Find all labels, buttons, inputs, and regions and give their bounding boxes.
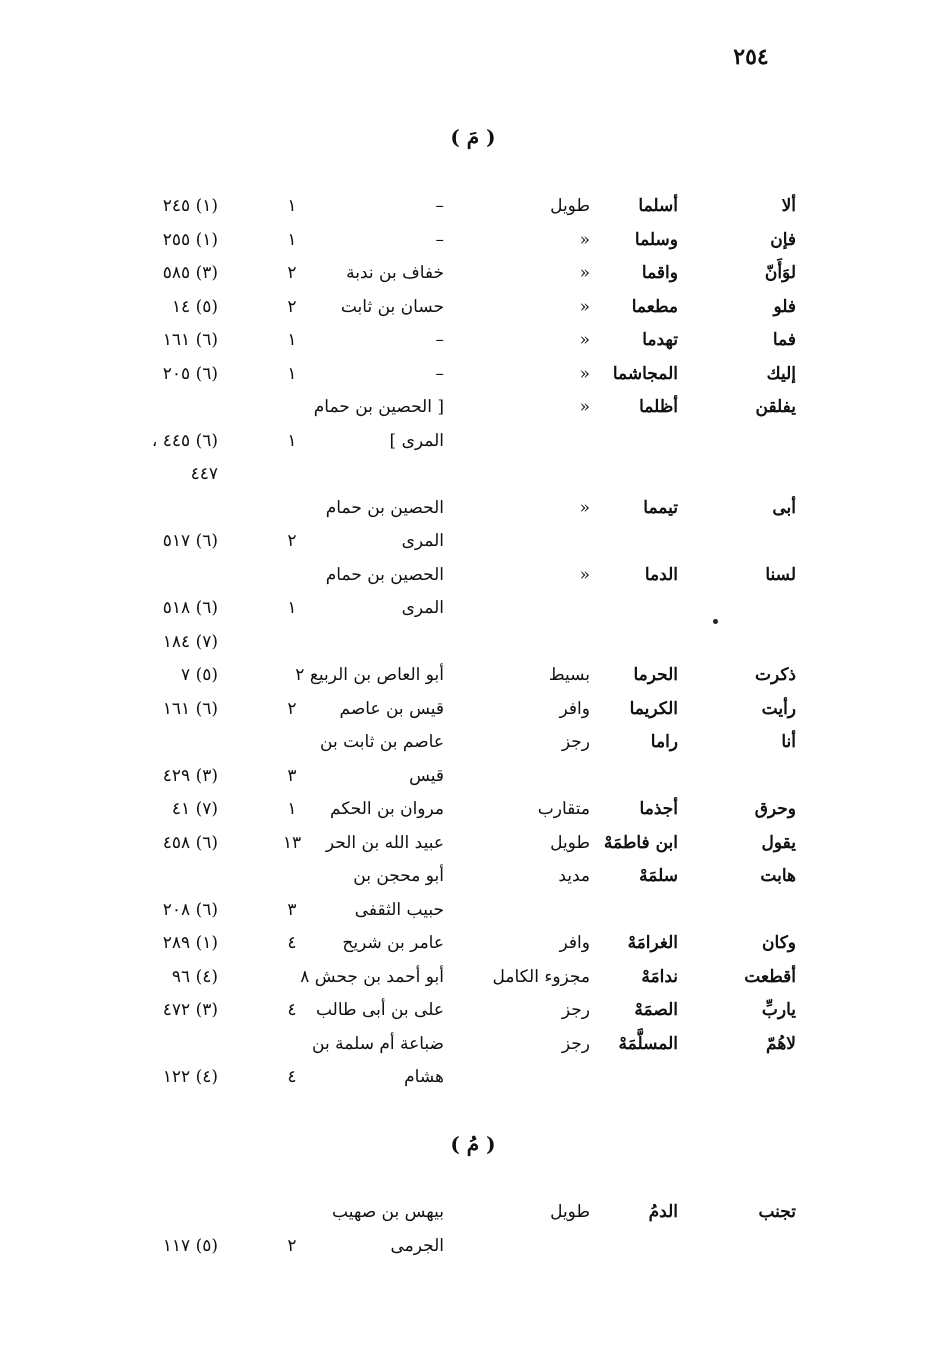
first-word-cell: يفلقن <box>755 397 796 417</box>
first-word-cell: هابت <box>760 866 796 886</box>
first-word-cell: لوَأَنّ <box>764 263 796 283</box>
verse-count-cell: ٢ <box>287 263 297 283</box>
verse-count-cell: ١ <box>287 229 297 250</box>
first-word-cell: فما <box>772 330 796 350</box>
rhyme-word-cell: تيمما <box>643 497 678 518</box>
meter-cell: « <box>579 263 590 283</box>
poet-cell: قيس بن عاصم <box>339 698 444 719</box>
first-word-cell: إليك <box>766 363 796 384</box>
poet-cell: المرى <box>401 598 444 618</box>
poet-cell: – <box>435 363 444 384</box>
table-row <box>0 592 946 626</box>
table-row <box>0 559 946 593</box>
rhyme-word-cell: سلمَهْ <box>639 866 678 886</box>
table-row <box>0 358 946 392</box>
table-row <box>0 525 946 559</box>
verse-count-cell: ٣ <box>287 765 297 786</box>
rhyme-word-cell: ابن فاطمَهْ <box>603 832 678 853</box>
first-word-cell: أقطعت <box>744 966 796 987</box>
reference-cell: (٥) ٧ <box>181 665 218 685</box>
meter-cell: طويل <box>550 832 590 853</box>
poet-cell: ضباعة أم سلمة بن <box>312 1033 444 1054</box>
section-header-fatha: ( مَ ) <box>450 125 496 149</box>
reference-cell: (١) ٢٤٥ <box>162 196 218 216</box>
meter-cell: رجز <box>561 1033 590 1054</box>
table-row <box>0 860 946 894</box>
first-word-cell: يقول <box>761 832 796 853</box>
verse-count-cell: ٢ <box>287 296 297 317</box>
verse-index-table <box>0 1196 946 1263</box>
poet-cell: أبو محجن بن <box>353 866 444 886</box>
meter-cell: « <box>579 296 590 317</box>
reference-cell: (٦) ٥١٧ <box>162 531 218 551</box>
meter-cell: « <box>579 229 590 250</box>
rhyme-word-cell: أظلما <box>639 397 678 417</box>
verse-count-cell: ٤ <box>287 1000 297 1020</box>
rhyme-word-cell: المسلَّمَهْ <box>618 1033 678 1054</box>
rhyme-word-cell: الدما <box>644 564 678 585</box>
first-word-cell: فإن <box>770 229 796 250</box>
reference-cell: (١) ٢٥٥ <box>162 229 218 250</box>
reference-cell: (٥) ١٤ <box>171 296 218 317</box>
table-row <box>0 793 946 827</box>
page-number: ٢٥٤ <box>733 44 769 70</box>
meter-cell: « <box>579 397 590 417</box>
poet-cell: حسان بن ثابت <box>340 296 444 317</box>
reference-cell: (٤) ١٢٢ <box>162 1067 218 1087</box>
poet-cell: أبو أحمد بن جحش ٨ <box>300 966 444 987</box>
poet-cell: على بن أبى طالب <box>315 1000 444 1020</box>
reference-cell: (٧) ١٨٤ <box>162 631 218 652</box>
reference-cell: (٣) ٥٨٥ <box>162 263 218 283</box>
reference-cell: (٦) ٥١٨ <box>162 598 218 618</box>
rhyme-word-cell: تهدما <box>642 330 678 350</box>
table-row <box>0 492 946 526</box>
rhyme-word-cell: الحرما <box>633 665 678 685</box>
verse-count-cell: ١ <box>287 363 297 384</box>
table-row <box>0 961 946 995</box>
rhyme-word-cell: الدمُ <box>648 1202 678 1222</box>
poet-cell: أبو العاص بن الربيع ٢ <box>295 665 444 685</box>
poet-cell: المرى ] <box>389 430 444 451</box>
first-word-cell: ألا <box>781 196 796 216</box>
rhyme-word-cell: المجاشما <box>612 363 678 384</box>
poet-cell: عامر بن شريح <box>342 933 444 953</box>
verse-count-cell: ١ <box>287 196 297 216</box>
poet-cell: – <box>435 330 444 350</box>
reference-cell: (٦) ٢٠٨ <box>162 899 218 920</box>
table-row <box>0 659 946 693</box>
rhyme-word-cell: ندامَهْ <box>641 966 678 987</box>
table-row <box>0 224 946 258</box>
verse-count-cell: ١ <box>287 799 297 819</box>
first-word-cell: فلو <box>773 296 796 317</box>
table-row <box>0 693 946 727</box>
poet-cell: حبيب الثقفى <box>354 899 444 920</box>
meter-cell: مديد <box>558 866 590 886</box>
meter-cell: « <box>579 330 590 350</box>
reference-cell: (٣) ٤٢٩ <box>162 765 218 786</box>
table-row <box>0 391 946 425</box>
meter-cell: طويل <box>550 196 590 216</box>
reference-cell: (٧) ٤١ <box>171 799 218 819</box>
table-row <box>0 190 946 224</box>
meter-cell: وافر <box>559 933 590 953</box>
first-word-cell: وكان <box>762 933 796 953</box>
verse-count-cell: ٢ <box>287 1235 297 1256</box>
section-header-damma: ( مُ ) <box>450 1132 496 1156</box>
meter-cell: طويل <box>550 1202 590 1222</box>
poet-cell: الجرمى <box>390 1235 444 1256</box>
poet-cell: خفاف بن ندبة <box>346 263 444 283</box>
reference-cell: ٤٤٧ <box>190 464 218 484</box>
poet-cell: عبيد الله بن الحر <box>325 832 444 853</box>
table-row <box>0 927 946 961</box>
table-row <box>0 1061 946 1095</box>
stray-dot <box>713 619 718 624</box>
table-row <box>0 626 946 660</box>
rhyme-word-cell: واقما <box>641 263 678 283</box>
first-word-cell: وحرق <box>754 799 796 819</box>
poet-cell: [ الحصين بن حمام <box>313 397 444 417</box>
first-word-cell: رأيت <box>761 698 796 719</box>
verse-count-cell: ٤ <box>287 933 297 953</box>
poet-cell: مروان بن الحكم <box>330 799 444 819</box>
first-word-cell: أنا <box>781 732 796 752</box>
first-word-cell: لاهُمّ <box>766 1033 796 1054</box>
table-row <box>0 1230 946 1264</box>
first-word-cell: أبى <box>772 497 796 518</box>
rhyme-word-cell: أجذما <box>639 799 678 819</box>
reference-cell: (٦) ١٦١ <box>162 698 218 719</box>
table-row <box>0 257 946 291</box>
poet-cell: الحصين بن حمام <box>325 564 444 585</box>
verse-index-table <box>0 190 946 1095</box>
first-word-cell: ذكرت <box>754 665 796 685</box>
reference-cell: (٦) ٢٠٥ <box>162 363 218 384</box>
meter-cell: وافر <box>559 698 590 719</box>
meter-cell: « <box>579 564 590 585</box>
meter-cell: رجز <box>561 732 590 752</box>
table-row <box>0 1196 946 1230</box>
meter-cell: مجزوء الكامل <box>492 966 590 987</box>
table-row <box>0 425 946 459</box>
verse-count-cell: ١ <box>287 430 297 451</box>
reference-cell: (٣) ٤٧٢ <box>162 1000 218 1020</box>
reference-cell: (٦) ١٦١ <box>162 330 218 350</box>
verse-count-cell: ٣ <box>287 899 297 920</box>
first-word-cell: لسنا <box>765 564 796 585</box>
table-row <box>0 827 946 861</box>
verse-count-cell: ١٣ <box>282 832 302 853</box>
reference-cell: (٦) ٤٥٨ <box>162 832 218 853</box>
rhyme-word-cell: الصمَهْ <box>634 1000 678 1020</box>
poet-cell: الحصين بن حمام <box>325 497 444 518</box>
table-row <box>0 760 946 794</box>
verse-count-cell: ٢ <box>287 698 297 719</box>
reference-cell: (٦) ٤٤٥ ، <box>151 430 218 451</box>
first-word-cell: ياربِّ <box>761 1000 796 1020</box>
first-word-cell: تجنب <box>758 1202 796 1222</box>
meter-cell: « <box>579 363 590 384</box>
table-row <box>0 324 946 358</box>
rhyme-word-cell: أسلما <box>638 196 678 216</box>
table-row <box>0 1028 946 1062</box>
rhyme-word-cell: راما <box>650 732 678 752</box>
table-row <box>0 994 946 1028</box>
table-row <box>0 894 946 928</box>
rhyme-word-cell: مطعما <box>631 296 678 317</box>
poet-cell: قيس <box>409 765 444 786</box>
poet-cell: – <box>435 196 444 216</box>
table-row <box>0 291 946 325</box>
reference-cell: (٤) ٩٦ <box>171 966 218 987</box>
poet-cell: عاصم بن ثابت بن <box>320 732 444 752</box>
verse-count-cell: ١ <box>287 330 297 350</box>
meter-cell: رجز <box>561 1000 590 1020</box>
rhyme-word-cell: الكريما <box>629 698 678 719</box>
table-row <box>0 458 946 492</box>
reference-cell: (١) ٢٨٩ <box>162 933 218 953</box>
verse-count-cell: ٤ <box>287 1067 297 1087</box>
poet-cell: بيهس بن صهيب <box>332 1202 444 1222</box>
meter-cell: « <box>579 497 590 518</box>
rhyme-word-cell: وسلما <box>634 229 678 250</box>
poet-cell: المرى <box>401 531 444 551</box>
meter-cell: بسيط <box>548 665 590 685</box>
verse-count-cell: ٢ <box>287 531 297 551</box>
rhyme-word-cell: الغرامَهْ <box>627 933 678 953</box>
table-row <box>0 726 946 760</box>
poet-cell: هشام <box>404 1067 444 1087</box>
reference-cell: (٥) ١١٧ <box>162 1235 218 1256</box>
meter-cell: متقارب <box>537 799 590 819</box>
verse-count-cell: ١ <box>287 598 297 618</box>
poet-cell: – <box>435 229 444 250</box>
